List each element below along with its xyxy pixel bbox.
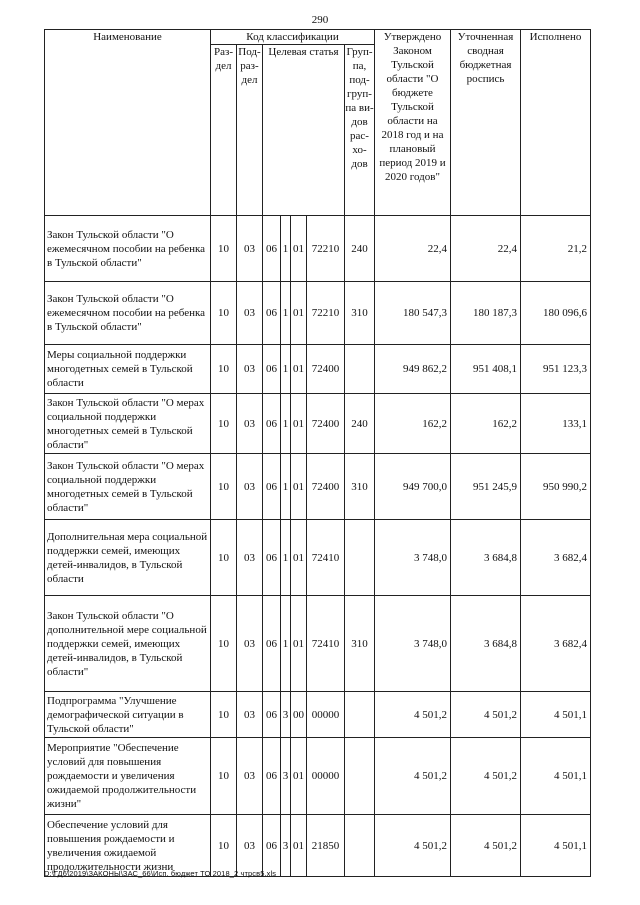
row-target-program: 06 <box>263 596 281 692</box>
row-approved: 162,2 <box>375 394 451 454</box>
row-approved: 180 547,3 <box>375 282 451 345</box>
table-row <box>45 520 591 596</box>
row-executed: 950 990,2 <box>521 454 591 520</box>
row-name: Закон Тульской области "О дополнительной мере социальной поддержки семей, имеющих детей-инвалидов, в Тульской области" <box>45 596 211 692</box>
header-classification-code: Код классификации <box>211 30 375 45</box>
row-refined: 180 187,3 <box>451 282 521 345</box>
row-razdel: 10 <box>211 216 237 282</box>
row-name: Обеспечение условий для повышения рождаемости и увеличения ожидаемой продолжительности жизни <box>45 815 211 877</box>
row-target-program: 06 <box>263 454 281 520</box>
row-target-program: 06 <box>263 282 281 345</box>
row-target-program: 06 <box>263 520 281 596</box>
row-razdel: 10 <box>211 815 237 877</box>
row-expense-group: 310 <box>345 282 375 345</box>
row-refined: 951 408,1 <box>451 345 521 394</box>
row-target-event: 01 <box>291 345 307 394</box>
row-target-event: 01 <box>291 596 307 692</box>
row-target-program: 06 <box>263 815 281 877</box>
row-refined: 4 501,2 <box>451 692 521 738</box>
row-executed: 180 096,6 <box>521 282 591 345</box>
row-approved: 949 700,0 <box>375 454 451 520</box>
row-target-subprogram: 3 <box>281 692 291 738</box>
row-name: Закон Тульской области "О мерах социальной поддержки многодетных семей в Тульской области" <box>45 454 211 520</box>
row-approved: 4 501,2 <box>375 815 451 877</box>
table-row <box>45 394 591 454</box>
row-target-subprogram: 3 <box>281 738 291 815</box>
row-target-event: 01 <box>291 815 307 877</box>
row-name: Мероприятие "Обеспечение условий для повышения рождаемости и увеличения ожидаемой продолжительности жизни" <box>45 738 211 815</box>
row-target-event: 01 <box>291 282 307 345</box>
row-target-subprogram: 1 <box>281 282 291 345</box>
row-refined: 951 245,9 <box>451 454 521 520</box>
header-refined: Уточненная сводная бюджетная роспись <box>451 30 521 216</box>
row-podrazdel: 03 <box>237 394 263 454</box>
row-podrazdel: 03 <box>237 345 263 394</box>
header-target-article: Целевая статья <box>263 45 345 216</box>
row-target-direction: 72210 <box>307 216 345 282</box>
row-expense-group <box>345 345 375 394</box>
row-refined: 22,4 <box>451 216 521 282</box>
row-approved: 949 862,2 <box>375 345 451 394</box>
header-approved: Утверждено Законом Тульской области "О бюджете Тульской области на 2018 год и на плановый период 2019 и 2020 годов" <box>375 30 451 216</box>
table-row <box>45 216 591 282</box>
table-row <box>45 692 591 738</box>
header-name: Наименование <box>45 30 211 216</box>
row-target-direction: 21850 <box>307 815 345 877</box>
row-expense-group: 240 <box>345 216 375 282</box>
table-row <box>45 815 591 877</box>
row-executed: 4 501,1 <box>521 738 591 815</box>
table-row <box>45 345 591 394</box>
row-target-direction: 00000 <box>307 692 345 738</box>
row-refined: 4 501,2 <box>451 815 521 877</box>
row-expense-group: 240 <box>345 394 375 454</box>
row-podrazdel: 03 <box>237 815 263 877</box>
row-podrazdel: 03 <box>237 596 263 692</box>
row-target-direction: 00000 <box>307 738 345 815</box>
row-target-subprogram: 1 <box>281 394 291 454</box>
row-executed: 4 501,1 <box>521 815 591 877</box>
row-approved: 4 501,2 <box>375 692 451 738</box>
row-target-subprogram: 1 <box>281 216 291 282</box>
table-row <box>45 596 591 692</box>
row-refined: 3 684,8 <box>451 596 521 692</box>
row-refined: 4 501,2 <box>451 738 521 815</box>
row-podrazdel: 03 <box>237 282 263 345</box>
row-expense-group <box>345 738 375 815</box>
row-approved: 3 748,0 <box>375 520 451 596</box>
row-expense-group: 310 <box>345 596 375 692</box>
row-podrazdel: 03 <box>237 520 263 596</box>
row-name: Подпрограмма "Улучшение демографической ситуации в Тульской области" <box>45 692 211 738</box>
row-target-direction: 72410 <box>307 596 345 692</box>
row-target-program: 06 <box>263 738 281 815</box>
table-row <box>45 282 591 345</box>
row-expense-group <box>345 692 375 738</box>
row-target-event: 01 <box>291 520 307 596</box>
row-target-direction: 72410 <box>307 520 345 596</box>
row-target-subprogram: 1 <box>281 454 291 520</box>
row-target-event: 01 <box>291 454 307 520</box>
row-refined: 162,2 <box>451 394 521 454</box>
row-target-subprogram: 1 <box>281 520 291 596</box>
budget-execution-table <box>44 29 591 877</box>
row-executed: 3 682,4 <box>521 520 591 596</box>
row-target-subprogram: 3 <box>281 815 291 877</box>
row-razdel: 10 <box>211 282 237 345</box>
row-podrazdel: 03 <box>237 216 263 282</box>
row-razdel: 10 <box>211 394 237 454</box>
row-name: Закон Тульской области "О мерах социальной поддержки многодетных семей в Тульской области" <box>45 394 211 454</box>
row-target-subprogram: 1 <box>281 596 291 692</box>
row-expense-group: 310 <box>345 454 375 520</box>
row-executed: 4 501,1 <box>521 692 591 738</box>
header-executed: Исполнено <box>521 30 591 216</box>
row-target-direction: 72400 <box>307 394 345 454</box>
row-target-event: 01 <box>291 394 307 454</box>
row-target-program: 06 <box>263 692 281 738</box>
row-approved: 4 501,2 <box>375 738 451 815</box>
row-razdel: 10 <box>211 345 237 394</box>
row-target-subprogram: 1 <box>281 345 291 394</box>
row-target-direction: 72400 <box>307 345 345 394</box>
row-executed: 3 682,4 <box>521 596 591 692</box>
row-name: Меры социальной поддержки многодетных семей в Тульской области <box>45 345 211 394</box>
header-podrazdel: Под-раз-дел <box>237 45 263 216</box>
row-target-direction: 72210 <box>307 282 345 345</box>
header-razdel: Раз-дел <box>211 45 237 216</box>
row-podrazdel: 03 <box>237 738 263 815</box>
row-razdel: 10 <box>211 454 237 520</box>
row-target-program: 06 <box>263 345 281 394</box>
table-row <box>45 454 591 520</box>
row-expense-group <box>345 815 375 877</box>
row-approved: 3 748,0 <box>375 596 451 692</box>
file-path-footer: D:\ГД6\2019\ЗАКОНЫ\ЗАС_66\Исп. бюджет ТО 2018_2 чтрсв5.xls <box>44 869 277 878</box>
row-target-program: 06 <box>263 216 281 282</box>
row-target-event: 01 <box>291 216 307 282</box>
row-razdel: 10 <box>211 596 237 692</box>
row-name: Закон Тульской области "О ежемесячном пособии на ребенка в Тульской области" <box>45 216 211 282</box>
row-approved: 22,4 <box>375 216 451 282</box>
row-target-event: 00 <box>291 692 307 738</box>
row-razdel: 10 <box>211 738 237 815</box>
page-number: 290 <box>311 14 329 26</box>
row-target-event: 01 <box>291 738 307 815</box>
row-refined: 3 684,8 <box>451 520 521 596</box>
row-razdel: 10 <box>211 520 237 596</box>
row-name: Дополнительная мера социальной поддержки семей, имеющих детей-инвалидов, в Тульской области <box>45 520 211 596</box>
row-podrazdel: 03 <box>237 692 263 738</box>
row-executed: 21,2 <box>521 216 591 282</box>
row-name: Закон Тульской области "О ежемесячном пособии на ребенка в Тульской области" <box>45 282 211 345</box>
row-razdel: 10 <box>211 692 237 738</box>
row-executed: 951 123,3 <box>521 345 591 394</box>
table-row <box>45 738 591 815</box>
header-expense-group: Груп-па, под-груп-па ви-дов рас-хо-дов <box>345 45 375 216</box>
row-podrazdel: 03 <box>237 454 263 520</box>
row-target-direction: 72400 <box>307 454 345 520</box>
row-expense-group <box>345 520 375 596</box>
row-target-program: 06 <box>263 394 281 454</box>
row-executed: 133,1 <box>521 394 591 454</box>
